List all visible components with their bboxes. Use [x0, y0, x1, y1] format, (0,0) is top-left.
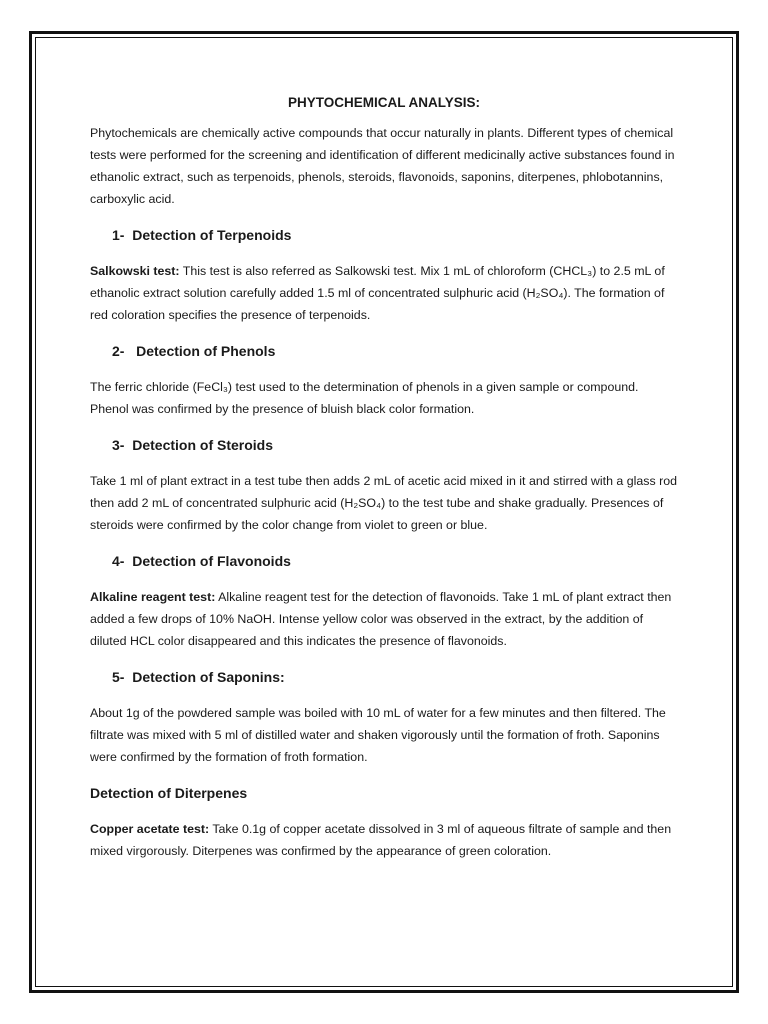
- section-heading-diterpenes: Detection of Diterpenes: [90, 785, 248, 801]
- section-paragraph-flavonoids: [90, 586, 678, 652]
- section-paragraph-phenols: The ferric chloride (FeCl₃) test used to the determination of phenols in a given sample or compound. Phenol was confirmed by the presence of bluish black color formation.: [90, 380, 639, 416]
- page-title: PHYTOCHEMICAL ANALYSIS:: [287, 95, 481, 110]
- section-text-diterpenes: Take 0.1g of copper acetate dissolved in 3 ml of aqueous filtrate of sample and then mixed virgorously. Diterpenes was confirmed by the appearance of green coloration.: [90, 822, 672, 858]
- section-paragraph-terpenoids: [90, 260, 678, 326]
- section-paragraph-diterpenes: [90, 818, 678, 862]
- test-name-alkaline-reagent: Alkaline reagent test:: [90, 590, 216, 604]
- section-text-flavonoids: Alkaline reagent test for the detection of flavonoids. Take 1 mL of plant extract then added a few drops of 10% NaOH. Intense yellow color was observed in the extract, by the addition of diluted HCL color disappeared and this indicates the presence of flavonoids.: [90, 590, 672, 648]
- section-paragraph-steroids: Take 1 ml of plant extract in a test tube then adds 2 mL of acetic acid mixed in it and stirred with a glass rod then add 2 mL of concentrated sulphuric acid (H₂SO₄) to the test tube and shake gradually. Presences of steroids were confirmed by the color change from violet to green or blue.: [90, 474, 678, 532]
- section-paragraph-saponins: About 1g of the powdered sample was boiled with 10 mL of water for a few minutes and then filtered. The filtrate was mixed with 5 ml of distilled water and shaken vigorously until the formation of froth. Saponins were confirmed by the formation of froth formation.: [90, 706, 666, 764]
- intro-paragraph: Phytochemicals are chemically active compounds that occur naturally in plants. Different types of chemical tests were performed for the screening and identification of different medicinally active substances found in ethanolic extract, such as terpenoids, phenols, steroids, flavonoids, saponins, diterpenes, phlobotannins, carboxylic acid.: [90, 126, 675, 206]
- test-name-salkowski: Salkowski test:: [90, 264, 180, 278]
- section-heading-terpenoids: 1- Detection of Terpenoids: [112, 227, 292, 243]
- test-name-copper-acetate: Copper acetate test:: [90, 822, 210, 836]
- section-text-terpenoids: This test is also referred as Salkowski test. Mix 1 mL of chloroform (CHCL₃) to 2.5 mL of ethanolic extract solution carefully added 1.5 ml of concentrated sulphuric acid (H₂SO₄). The formation of red coloration specifies the presence of terpenoids.: [90, 264, 665, 322]
- section-heading-flavonoids: 4- Detection of Flavonoids: [112, 553, 291, 569]
- document-body: [90, 92, 678, 876]
- section-heading-steroids: 3- Detection of Steroids: [112, 437, 274, 453]
- section-heading-saponins: 5- Detection of Saponins:: [112, 669, 285, 685]
- section-heading-phenols: 2- Detection of Phenols: [112, 343, 276, 359]
